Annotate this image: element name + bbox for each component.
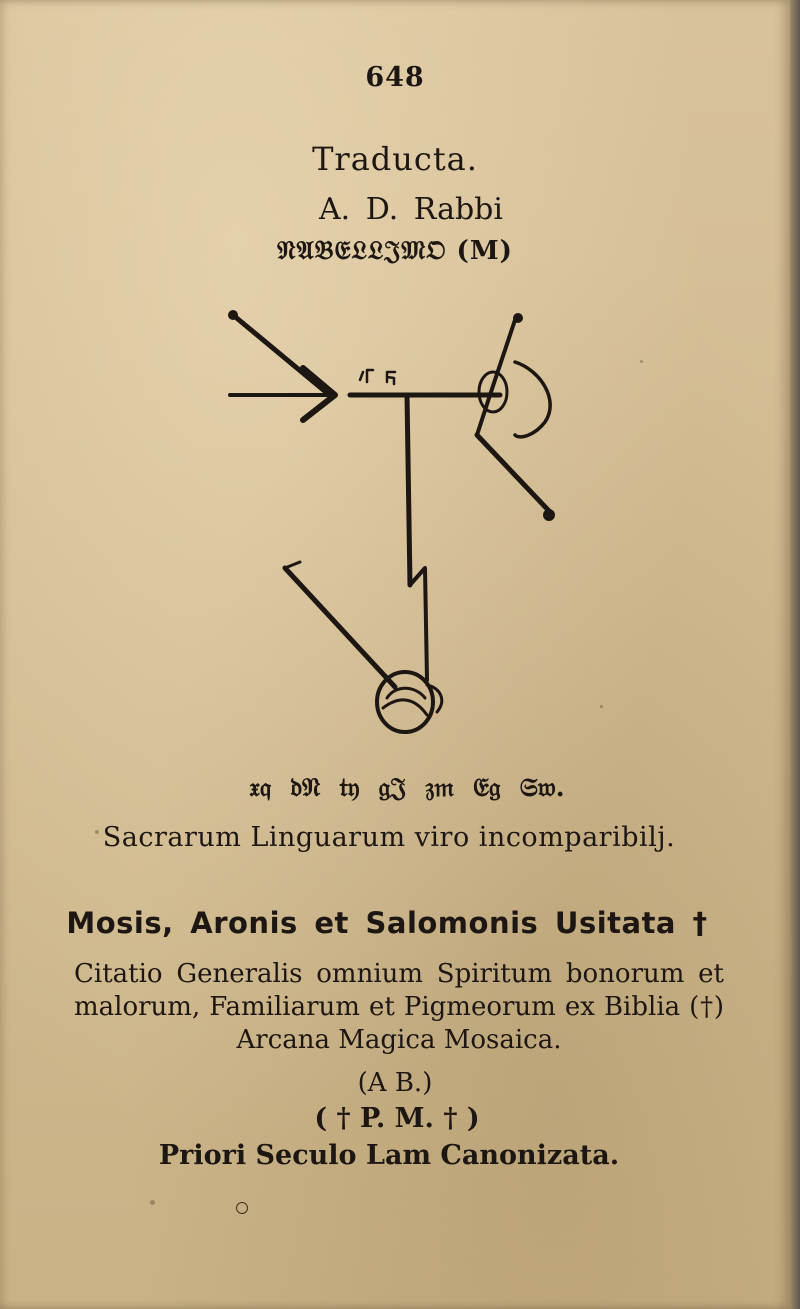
seal-lower-tick <box>285 562 300 568</box>
seal-right-dot <box>543 509 555 521</box>
heading-author: A. D. Rabbi <box>319 192 503 227</box>
seal-bottom-inner <box>383 700 427 715</box>
initials-line: (A B.) <box>357 1068 433 1098</box>
seal-crescent <box>515 362 550 437</box>
small-circle-mark <box>236 1202 248 1214</box>
paper-speck <box>150 1200 155 1205</box>
paper-speck <box>640 360 643 363</box>
page-number: 648 <box>365 62 425 93</box>
seal-arrow-dot <box>228 310 238 320</box>
heading-traducta: Traducta. <box>312 140 478 178</box>
seal-bottom-circle <box>377 672 433 732</box>
paper-speck <box>600 705 603 708</box>
seal-lower-diagonal <box>285 568 395 687</box>
heading-rabbi-name: 𝔑𝔄𝔅𝔈𝔏𝔏𝔍𝔐𝔒 (M) <box>277 236 513 266</box>
seal-caption: 𝔵𝔮 𝔡𝔑 𝔱𝔶 𝔤𝔍 𝔷𝔪 𝔈𝔤 𝔖𝔴. <box>249 773 565 803</box>
seal-arrow-shaft <box>233 315 327 393</box>
seal-stem <box>407 395 410 585</box>
seal-staff-dot <box>513 313 523 323</box>
seal-right-diagonal <box>477 435 550 512</box>
seal-drawing <box>215 300 595 760</box>
final-line: Priori Seculo Lam Canonizata. <box>158 1140 620 1171</box>
magic-seal-diagram <box>215 300 595 760</box>
paper-speck <box>95 830 99 834</box>
seal-glyph-left <box>360 370 373 382</box>
seal-glyph-right <box>387 372 395 384</box>
pm-line: ( † P. M. † ) <box>314 1103 480 1134</box>
body-paragraph: Citatio Generalis omnium Spiritum bonorum et malorum, Familiarum et Pigmeorum ex Biblia (†) Arcana Magica Mosaica. <box>74 959 724 1055</box>
title-line: Mosis, Aronis et Salomonis Usitata † <box>66 906 708 940</box>
subtitle-line: Sacrarum Linguarum viro incomparibilj. <box>102 822 676 853</box>
seal-zigzag <box>410 568 427 680</box>
seal-bottom-arc <box>387 688 425 698</box>
scan-edge <box>790 0 800 1309</box>
